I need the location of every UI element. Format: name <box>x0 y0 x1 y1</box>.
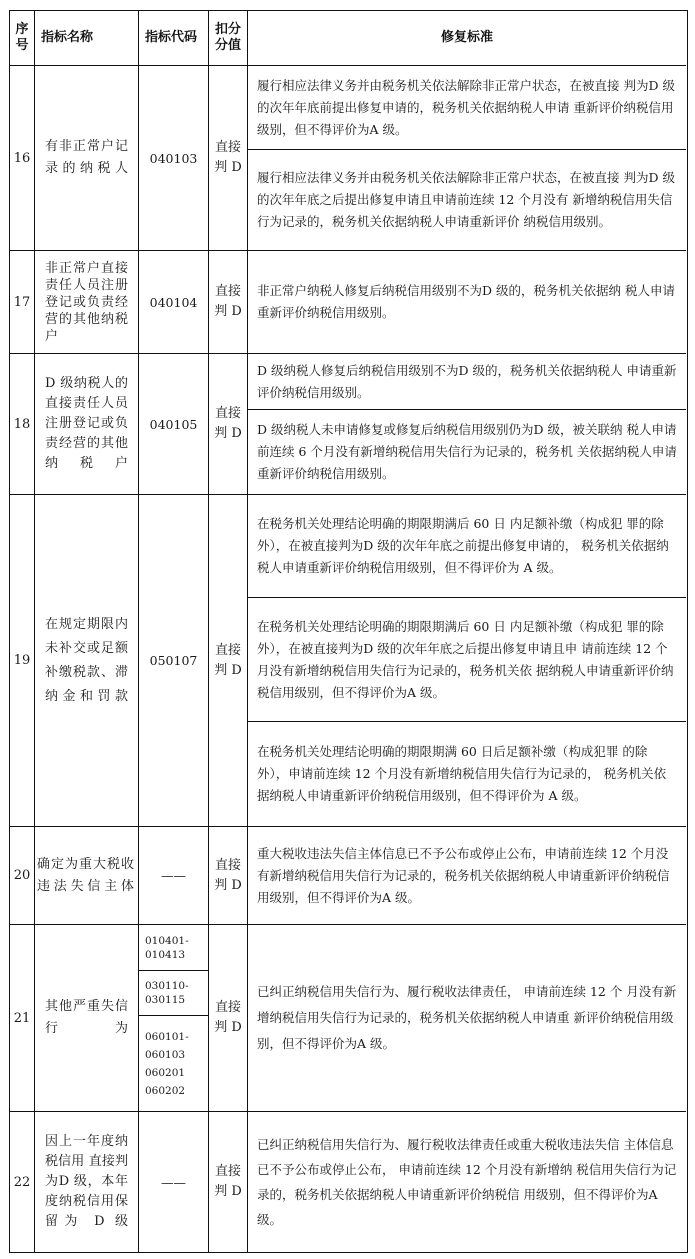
row-21-code-1: 010401-010413 <box>139 925 209 971</box>
row-22-name: 因上一年度纳税信用 直接判为D 级，本年 度纳税信用保留为 D 级 <box>35 1112 139 1252</box>
row-16-standard-1: 履行相应法律义务并由税务机关依法解除非正常户状态，在被直接 判为D 级的次年年底前提出修复申请的，税务机关依据纳税人申请 重新评价纳税信用级别，但不得评价为A 级。 <box>248 66 686 150</box>
header-standard: 修复标准 <box>248 11 686 66</box>
row-19-standard-2: 在税务机关处理结论明确的期限期满后 60 日 内足额补缴（构成犯 罪的除外），在被直接判为D 级的次年年底之后提出修复申请且申 请前连续 12 个月没有新增纳税信用失信行为记录的，税务机关依 据纳税人申请重新评价纳税信用级别，但不得评价为A 级。 <box>248 598 686 722</box>
row-21-standard-1: 已纠正纳税信用失信行为、履行税收法律责任， 申请前连续 12 个 月没有新增纳税信用失信行为记录的，税务机关依据纳税人申请重 新评价纳税信用级别，但不得评价为A 级。 <box>248 925 686 1112</box>
header-code: 指标代码 <box>139 11 209 66</box>
row-18-seq: 18 <box>10 354 35 495</box>
row-17-deduction: 直接判 D <box>209 251 248 354</box>
row-19-code: 050107 <box>139 495 209 827</box>
row-17-standard-1: 非正常户纳税人修复后纳税信用级别不为D 级的，税务机关依据纳 税人申请重新评价纳税信用级别。 <box>248 251 686 354</box>
row-21-code-2: 030110-030115 <box>139 971 209 1016</box>
row-16-standard-2: 履行相应法律义务并由税务机关依法解除非正常户状态，在被直接 判为D 级的次年年底之后提出修复申请且申请前连续 12 个月没有 新增纳税信用失信行为记录的，税务机关依据纳税人申请重新评价 纳税信用级别。 <box>248 150 686 251</box>
row-17-seq: 17 <box>10 251 35 354</box>
row-20-name: 确定为重大税收违法失信主体 <box>35 827 139 925</box>
row-22-standard-1: 已纠正纳税信用失信行为、履行税收法律责任或重大税收违法失信 主体信息已不予公布或停止公布， 申请前连续 12 个月没有新增纳 税信用失信行为记录的，税务机关依据纳税人申请重新评价纳税信 用级别，但不得评价为A 级。 <box>257 1137 677 1227</box>
row-22-seq: 22 <box>10 1112 35 1252</box>
row-19-deduction: 直接判 D <box>209 495 248 827</box>
row-18-standard-1: D 级纳税人修复后纳税信用级别不为D 级的，税务机关依据纳税人 申请重新评价纳税信用级别。 <box>248 354 686 410</box>
row-18-standard-2: D 级纳税人未申请修复或修复后纳税信用级别仍为D 级，被关联纳 税人申请前连续 6 个月没有新增纳税信用失信行为记录的，税务机 关依据纳税人申请重新评价纳税信用级别。 <box>248 410 686 495</box>
row-21-name: 其他严重失信行为 <box>35 925 139 1112</box>
row-18-code: 040105 <box>139 354 209 495</box>
row-21-code-3: 060101-060103 060201 060202 <box>139 1016 209 1112</box>
row-18-deduction: 直接判 D <box>209 354 248 495</box>
row-19-seq: 19 <box>10 495 35 827</box>
row-21-seq: 21 <box>10 925 35 1112</box>
row-22-code: —— <box>139 1112 209 1252</box>
row-20-seq: 20 <box>10 827 35 925</box>
row-19-standard-1: 在税务机关处理结论明确的期限期满后 60 日 内足额补缴（构成犯 罪的除外），在被直接判为D 级的次年年底之前提出修复申请的， 税务机关依据纳税人申请重新评价纳税信用级别，但不得评价为 A 级。 <box>248 495 686 598</box>
repair-standards-table <box>9 10 688 1253</box>
header-deduction: 扣分分值 <box>209 11 248 66</box>
row-17-name: 非正常户直接责任人员注册登记或负责经营的其他纳税户 <box>35 251 139 354</box>
row-16-deduction: 直接判 D <box>209 66 248 251</box>
row-20-code: —— <box>139 827 209 925</box>
row-22-deduction: 直接判 D <box>209 1112 248 1252</box>
header-name: 指标名称 <box>35 11 139 66</box>
row-16-seq: 16 <box>10 66 35 251</box>
header-seq: 序号 <box>10 11 35 66</box>
row-16-code: 040103 <box>139 66 209 251</box>
row-18-name: D 级纳税人的直接责任人员注册登记或负责经营的其他纳税户 <box>35 354 139 495</box>
row-21-deduction: 直接判 D <box>209 925 248 1112</box>
row-17-code: 040104 <box>139 251 209 354</box>
row-19-standard-3: 在税务机关处理结论明确的期限期满 60 日后足额补缴（构成犯罪 的除外），申请前连续 12 个月没有新增纳税信用失信行为记录的， 税务机关依据纳税人申请重新评价纳税信用级别，但不得评价为 A 级。 <box>248 722 686 827</box>
row-19-name: 在规定期限内未补交或足额补缴税款、滞纳金和罚款 <box>35 495 139 827</box>
row-20-deduction: 直接判 D <box>209 827 248 925</box>
row-20-standard-1: 重大税收违法失信主体信息已不予公布或停止公布，申请前连续 12 个月没有新增纳税信用失信行为记录的，税务机关依据纳税人申请重新评价纳税信用级别，但不得评价为A 级。 <box>248 827 686 925</box>
row-16-name: 有非正常户记录的纳税人 <box>35 66 139 251</box>
